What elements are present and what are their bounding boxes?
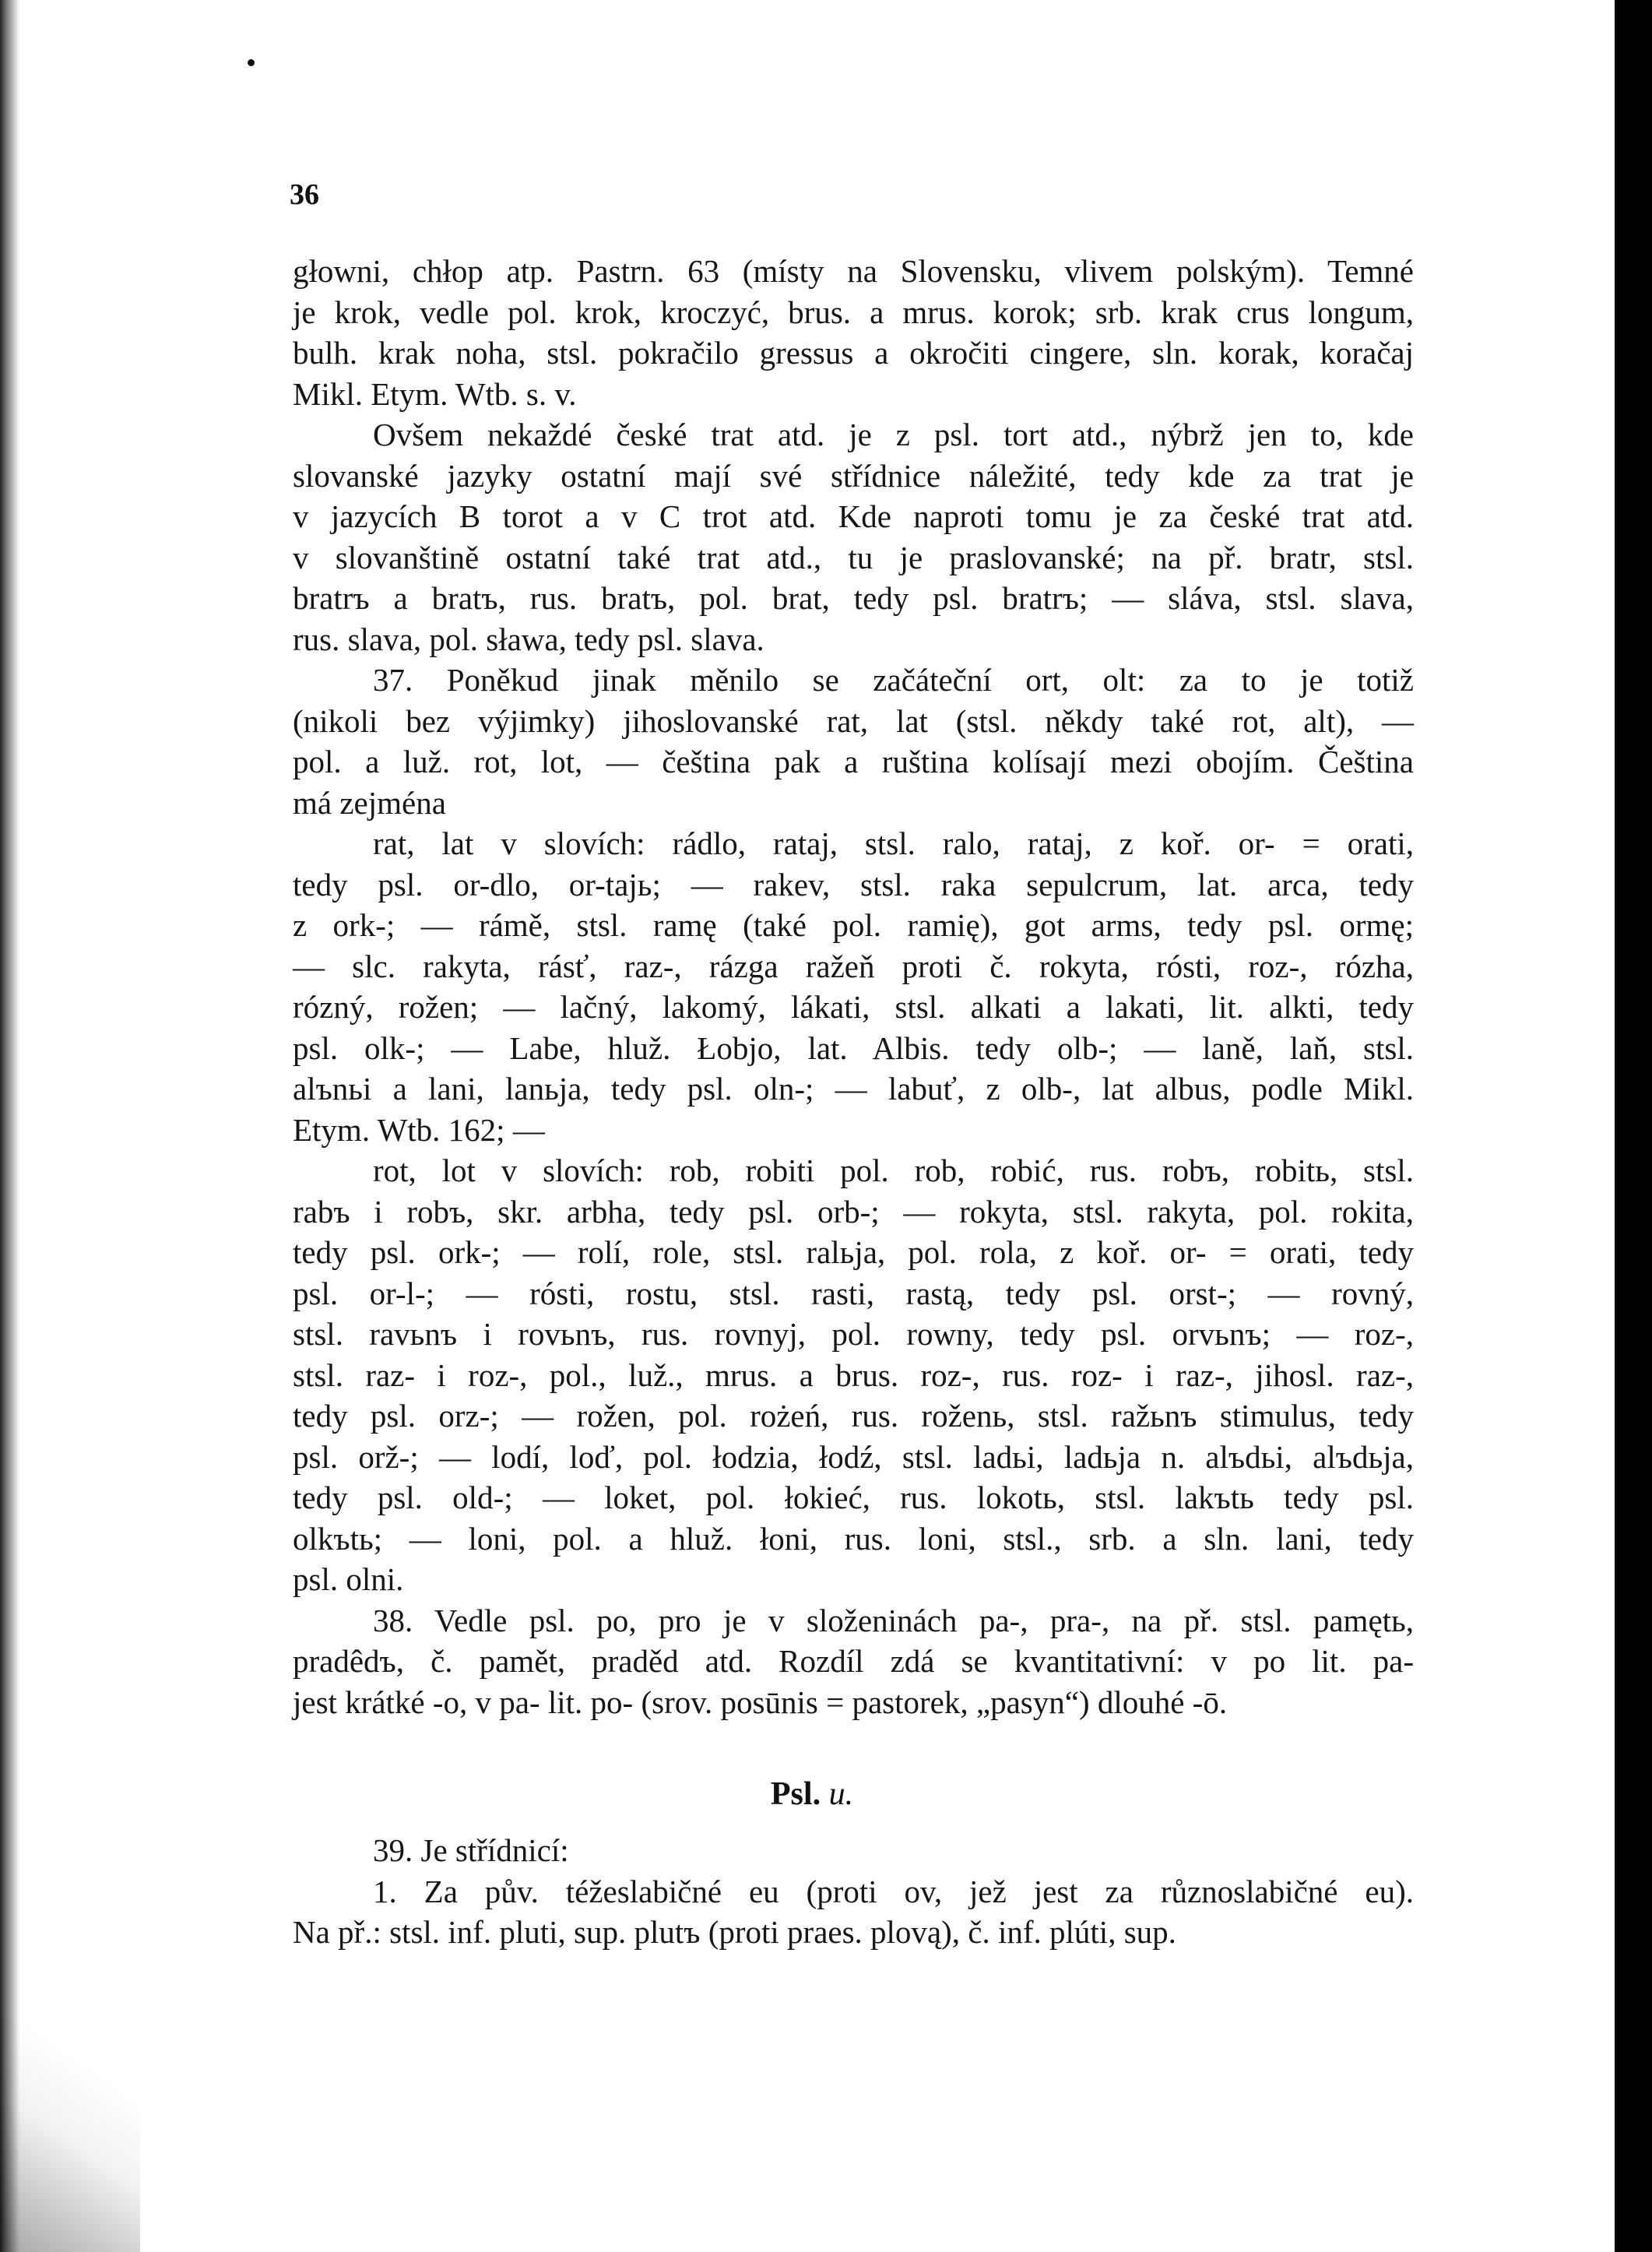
binding-edge: [1615, 0, 1652, 2252]
text-line: psl. or-l-; — rósti, rostu, stsl. rasti, rastą, tedy psl. orst-; — rovný,: [293, 1275, 1414, 1311]
text-line: v jazycích B torot a v C trot atd. Kde naproti tomu je za české trat atd.: [293, 498, 1414, 534]
text-line: Etym. Wtb. 162; —: [293, 1111, 545, 1148]
text-line: bratrъ a bratъ, rus. bratъ, pol. brat, tedy psl. bratrъ; — sláva, stsl. slava,: [293, 580, 1414, 616]
body-text-top: [293, 251, 1414, 1722]
ink-speck: [248, 59, 255, 66]
text-line: rózný, rožen; — lačný, lakomý, lákati, stsl. alkati a lakati, lit. alkti, tedy: [293, 989, 1414, 1025]
text-line: tedy psl. ork-; — rolí, role, stsl. ralьja, pol. rola, z koř. or- = orati, tedy: [293, 1234, 1414, 1270]
text-line: rus. slava, pol. sława, tedy psl. slava.: [293, 621, 764, 657]
text-line: alъnьi a lani, lanьja, tedy psl. oln-; — labuť, z olb-, lat albus, podle Mikl.: [293, 1071, 1414, 1107]
text-line: psl. orž-; — lodí, loď, pol. łodzia, łodź, stsl. ladьi, ladьja n. alъdьi, alъdьja,: [293, 1438, 1414, 1475]
text-line: Mikl. Etym. Wtb. s. v.: [293, 375, 577, 412]
text-line: v slovanštině ostatní také trat atd., tu je praslovanské; na př. bratr, stsl.: [293, 539, 1414, 575]
paragraph: [293, 1600, 1414, 1723]
heading-label: Psl.: [770, 1776, 821, 1812]
text-line: olkъtь; — loni, pol. a hluž. łoni, rus. loni, stsl., srb. a sln. lani, tedy: [293, 1520, 1414, 1557]
text-line: (nikoli bez výjimky) jihoslovanské rat, lat (stsl. někdy také rot, alt), —: [293, 702, 1414, 739]
text-line: 38. Vedle psl. po, pro je v složeninách pa-, pra-, na př. stsl. pamętь,: [373, 1602, 1414, 1638]
heading-letter: u.: [828, 1776, 854, 1812]
paragraph: [293, 823, 1414, 1150]
text-line: rot, lot v slovích: rob, robiti pol. rob, robić, rus. robъ, robitь, stsl.: [373, 1152, 1414, 1188]
text-line: má zejména: [293, 784, 446, 821]
text-line: stsl. raz- i roz-, pol., luž., mrus. a brus. roz-, rus. roz- i raz-, jihosl. raz-,: [293, 1356, 1414, 1393]
text-line: jest krátké -o, v pa- lit. po- (srov. posūnis = pastorek, „pasyn“) dlouhé -ō.: [293, 1684, 1228, 1720]
paragraph: [293, 1150, 1414, 1600]
text-line: bulh. krak noha, stsl. pokračilo gressus a okročiti cingere, sln. korak, koračaj: [293, 335, 1414, 371]
text-line: pol. a luž. rot, lot, — čeština pak a ruština kolísají mezi obojím. Čeština: [293, 744, 1414, 779]
text-line: psl. olni.: [293, 1561, 404, 1597]
text-line: tedy psl. or-dlo, or-tajь; — rakev, stsl. raka sepulcrum, lat. arca, tedy: [293, 866, 1414, 903]
page-number: 36: [290, 178, 319, 211]
page-edge-shadow: [0, 0, 20, 2252]
text-line: psl. olk-; — Labe, hluž. Łobjo, lat. Albis. tedy olb-; — laně, laň, stsl.: [293, 1029, 1414, 1066]
text-line: 1. Za pův. téžeslabičné eu (proti ov, jež jest za různoslabičné eu).: [373, 1873, 1414, 1909]
text-line: rat, lat v slovích: rádlo, rataj, stsl. ralo, rataj, z koř. or- = orati,: [373, 825, 1414, 861]
text-line: Na př.: stsl. inf. pluti, sup. plutъ (proti praes. plovą), č. inf. plúti, sup.: [293, 1914, 1176, 1950]
text-line: tedy psl. old-; — loket, pol. łokieć, rus. lokotь, stsl. lakъtь tedy psl.: [293, 1480, 1414, 1515]
text-line: 39. Je střídnicí:: [373, 1832, 569, 1868]
paragraph: [293, 414, 1414, 660]
text-line: głowni, chłop atp. Pastrn. 63 (místy na Slovensku, vlivem polským). Temné: [293, 253, 1414, 289]
paragraph: [293, 660, 1414, 823]
section-heading: [0, 1775, 1624, 1813]
text-line: tedy psl. orz-; — rožen, pol. rożeń, rus. roženь, stsl. ražьnъ stimulus, tedy: [293, 1398, 1414, 1434]
text-line: slovanské jazyky ostatní mají své střídnice náležité, tedy kde za trat je: [293, 457, 1414, 494]
paragraph: [293, 251, 1414, 414]
text-line: Ovšem nekaždé české trat atd. je z psl. tort atd., nýbrž jen to, kde: [373, 417, 1414, 452]
text-line: 37. Poněkud jinak měnilo se začáteční ort, olt: za to je totiž: [373, 662, 1414, 698]
text-line: stsl. ravьnъ i rovьnъ, rus. rovnyj, pol. rowny, tedy psl. orvьnъ; — roz-,: [293, 1316, 1414, 1352]
text-line: — slc. rakyta, rásť, raz-, rázga ražeň proti č. rokyta, rósti, roz-, rózha,: [293, 948, 1414, 984]
paragraph: [293, 1830, 1414, 1871]
text-line: z ork-; — rámě, stsl. ramę (také pol. ramię), got arms, tedy psl. ormę;: [293, 907, 1414, 943]
text-line: pradêdъ, č. pamět, praděd atd. Rozdíl zdá se kvantitativní: v po lit. pa-: [293, 1643, 1414, 1679]
text-line: je krok, vedle pol. krok, kroczyć, brus. a mrus. korok; srb. krak crus longum,: [293, 294, 1414, 330]
corner-wear: [0, 1993, 140, 2252]
paragraph: [293, 1871, 1414, 1953]
body-text-bottom: [293, 1830, 1414, 1953]
text-line: rabъ i robъ, skr. arbha, tedy psl. orb-; — rokyta, stsl. rakyta, pol. rokita,: [293, 1193, 1414, 1230]
